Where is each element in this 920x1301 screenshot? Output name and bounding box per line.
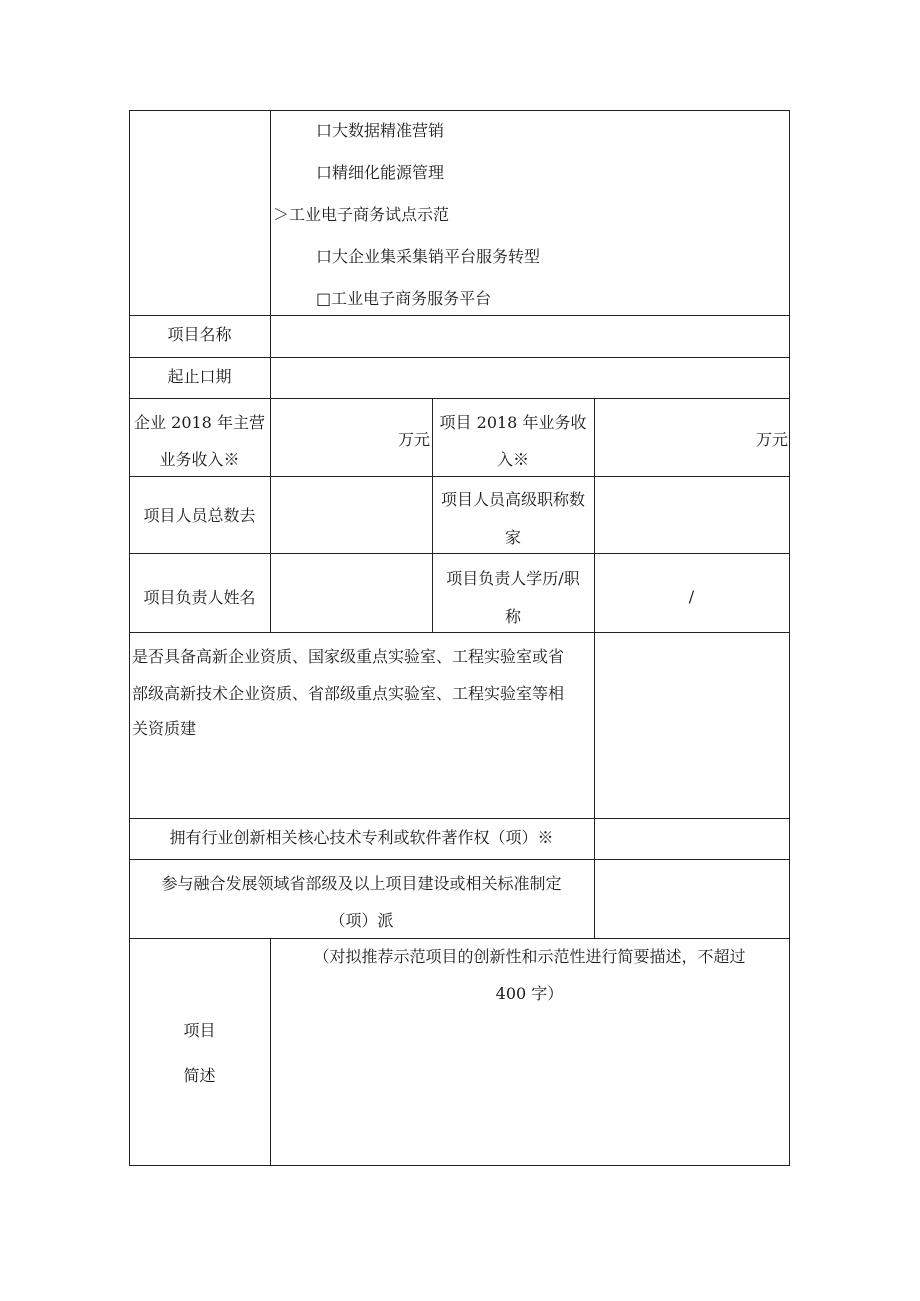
participation-label: 参与融合发展领域省部级及以上项目建设或相关标准制定: [161, 874, 562, 893]
project-name-label: 项目名称: [167, 325, 232, 344]
summary-label: 项目: [183, 1021, 216, 1040]
staff-total-label: 项目人员总数去: [143, 506, 256, 525]
start-end-date-label: 起止口期: [167, 367, 232, 386]
row-line: [129, 632, 790, 633]
option-ecommerce-pilot[interactable]: ＞工业电子商务试点示范: [273, 205, 450, 224]
participation-label-cont: （项）派: [329, 911, 394, 930]
qualification-question-end: 关资质建: [132, 719, 197, 738]
option-ecommerce-service-platform[interactable]: □工业电子商务服务平台: [316, 289, 492, 308]
table-border-top: [129, 110, 790, 111]
col-line: [432, 398, 433, 632]
qualification-question: 是否具备高新企业资质、国家级重点实验室、工程实验室或省: [132, 647, 565, 666]
row-line: [129, 398, 790, 399]
table-border-right: [789, 110, 790, 1166]
senior-title-label-cont: 家: [504, 528, 521, 547]
project-revenue-unit: 万元: [756, 430, 789, 449]
project-revenue-label: 项目 2018 年业务收: [439, 413, 587, 432]
leader-education-label-cont: 称: [504, 607, 521, 626]
summary-hint: （对拟推荐示范项目的创新性和示范性进行简要描述，不超过: [313, 947, 746, 966]
leader-name-label: 项目负责人姓名: [143, 588, 256, 607]
qualification-question-cont: 部级高新技术企业资质、省部级重点实验室、工程实验室等相: [132, 684, 565, 703]
project-revenue-label-cont: 入※: [496, 450, 529, 469]
row-line: [129, 818, 790, 819]
row-line: [129, 315, 790, 316]
col-line: [270, 938, 271, 1166]
enterprise-revenue-label: 企业 2018 年主营: [134, 413, 265, 432]
leader-education-value: /: [688, 587, 695, 606]
option-big-data-marketing[interactable]: 口大数据精准营销: [316, 121, 445, 140]
patents-label: 拥有行业创新相关核心技术专利或软件著作权（项）※: [169, 828, 554, 847]
enterprise-revenue-label-cont: 业务收入※: [159, 450, 240, 469]
col-line: [594, 632, 595, 938]
option-procurement-platform[interactable]: 口大企业集采集销平台服务转型: [316, 247, 541, 266]
leader-education-label: 项目负责人学历/职: [446, 569, 580, 588]
summary-hint-cont: 400 字）: [495, 984, 564, 1003]
row-line: [129, 553, 790, 554]
summary-label-cont: 简述: [183, 1066, 216, 1085]
col-line: [270, 110, 271, 632]
row-line: [129, 476, 790, 477]
option-energy-management[interactable]: 口精细化能源管理: [316, 163, 445, 182]
enterprise-revenue-unit: 万元: [398, 430, 431, 449]
row-line: [129, 357, 790, 358]
table-border-bottom: [129, 1165, 790, 1166]
senior-title-label: 项目人员高级职称数: [440, 490, 585, 509]
table-border-left: [129, 110, 130, 1166]
row-line: [129, 938, 790, 939]
row-line: [129, 859, 790, 860]
